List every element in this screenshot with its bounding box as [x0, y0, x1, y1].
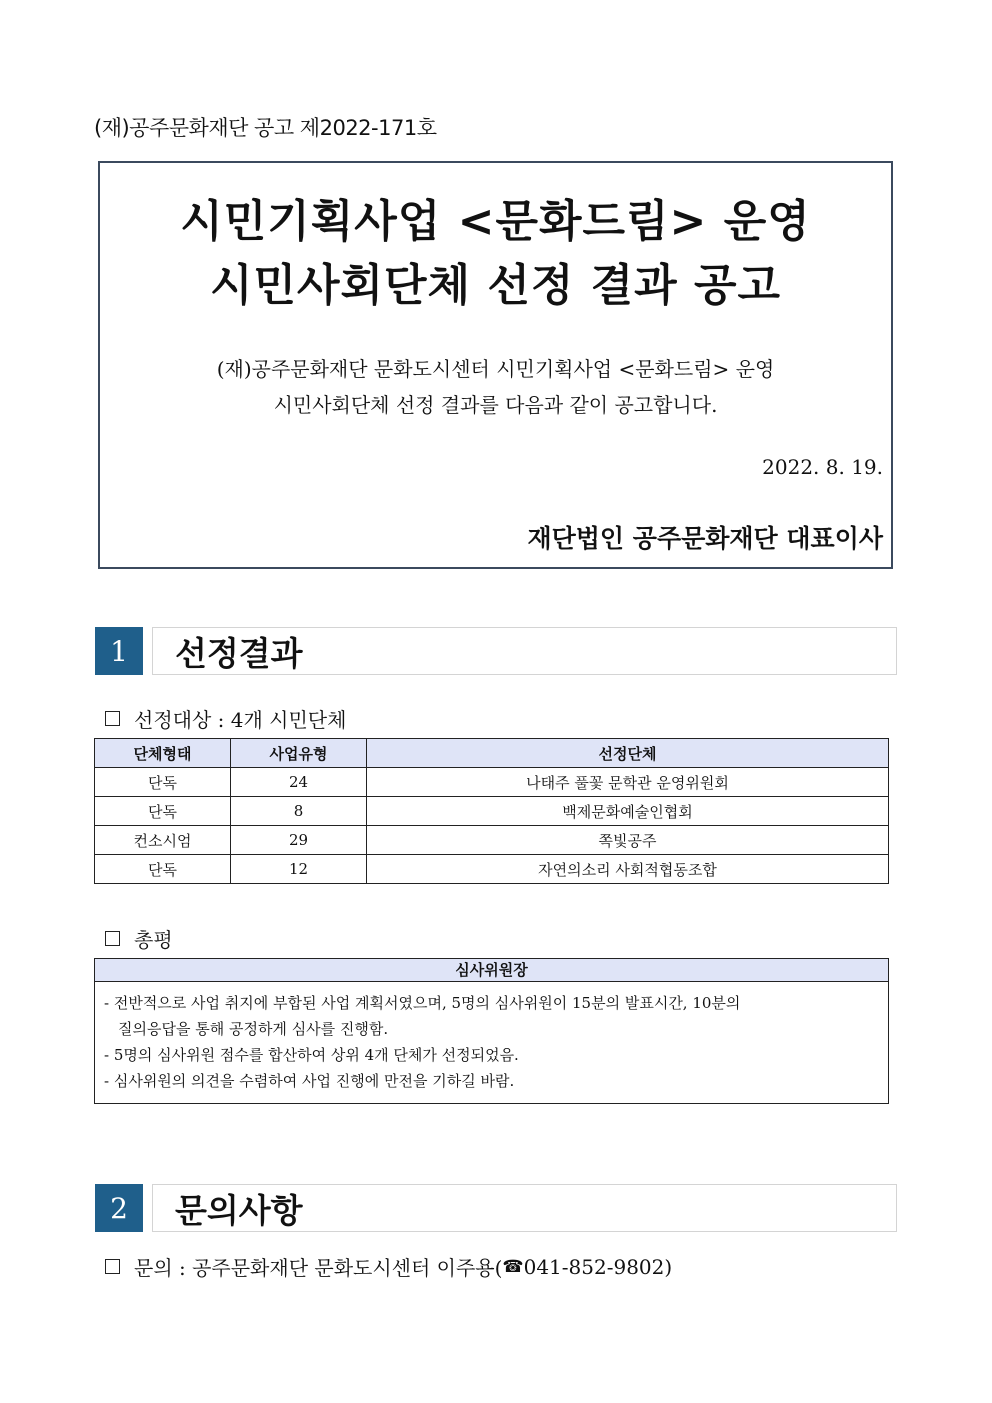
- checkbox-square-icon: [105, 931, 120, 946]
- review-box-header: 심사위원장: [95, 959, 888, 982]
- table-cell: 단독: [95, 855, 231, 884]
- page-title-line1: 시민기획사업 <문화드림> 운영: [180, 196, 811, 247]
- section2-heading: [152, 1184, 897, 1232]
- table-row: [95, 797, 889, 826]
- table-cell: 쪽빛공주: [367, 826, 889, 855]
- telephone-icon: ☎: [502, 1256, 524, 1277]
- review-line: 질의응답을 통해 공정하게 심사를 진행함.: [118, 1020, 389, 1038]
- contact-phone: 041-852-9802): [523, 1254, 673, 1279]
- table-cell: 29: [231, 826, 367, 855]
- table-cell: 단독: [95, 768, 231, 797]
- table-cell: 12: [231, 855, 367, 884]
- contact-label: 문의 : 공주문화재단 문화도시센터 이주용(: [134, 1256, 503, 1280]
- table-row: [95, 768, 889, 797]
- table-cell: 자연의소리 사회적협동조합: [367, 855, 889, 884]
- table-row: [95, 855, 889, 884]
- review-label-line: [105, 924, 173, 953]
- table-header-row: [95, 739, 889, 768]
- selection-result-table: [94, 738, 889, 884]
- table-cell: 백제문화예술인협회: [367, 797, 889, 826]
- review-line: - 5명의 심사위원 점수를 합산하여 상위 4개 단체가 선정되었음.: [104, 1046, 519, 1064]
- intro-line2: 시민사회단체 선정 결과를 다음과 같이 공고합니다.: [273, 393, 718, 417]
- selection-target-line: [105, 704, 346, 733]
- column-header-selected-org: 선정단체: [367, 739, 889, 768]
- review-line: - 심사위원의 의견을 수렴하여 사업 진행에 만전을 기하길 바람.: [104, 1072, 515, 1090]
- column-header-project-type: 사업유형: [231, 739, 367, 768]
- column-header-org-type: 단체형태: [95, 739, 231, 768]
- notice-number: (재)공주문화재단 공고 제2022-171호: [94, 116, 437, 140]
- review-box: [94, 958, 889, 1104]
- review-label-text: 총평: [134, 928, 173, 952]
- review-box-body: [95, 982, 888, 1094]
- table-row: [95, 826, 889, 855]
- table-cell: 나태주 풀꽃 문학관 운영위원회: [367, 768, 889, 797]
- intro-line1: (재)공주문화재단 문화도시센터 시민기획사업 <문화드림> 운영: [216, 357, 775, 381]
- section2-title: 문의사항: [175, 1190, 303, 1230]
- section1-number-badge: 1: [95, 627, 143, 675]
- selection-target-text: 선정대상 : 4개 시민단체: [134, 708, 347, 732]
- checkbox-square-icon: [105, 1259, 120, 1274]
- table-cell: 단독: [95, 797, 231, 826]
- checkbox-square-icon: [105, 711, 120, 726]
- table-cell: 24: [231, 768, 367, 797]
- table-cell: 컨소시엄: [95, 826, 231, 855]
- issuer: 재단법인 공주문화재단 대표이사: [527, 524, 883, 553]
- section1-title: 선정결과: [175, 633, 303, 673]
- section2-number-badge: 2: [95, 1184, 143, 1232]
- review-line: - 전반적으로 사업 취지에 부합된 사업 계획서였으며, 5명의 심사위원이 15분의 발표시간, 10분의: [104, 994, 741, 1012]
- title-box: [98, 161, 893, 569]
- table-cell: 8: [231, 797, 367, 826]
- contact-line: [105, 1252, 672, 1281]
- notice-date: 2022. 8. 19.: [762, 455, 883, 479]
- page-title-line2: 시민사회단체 선정 결과 공고: [209, 260, 781, 311]
- section1-heading: [152, 627, 897, 675]
